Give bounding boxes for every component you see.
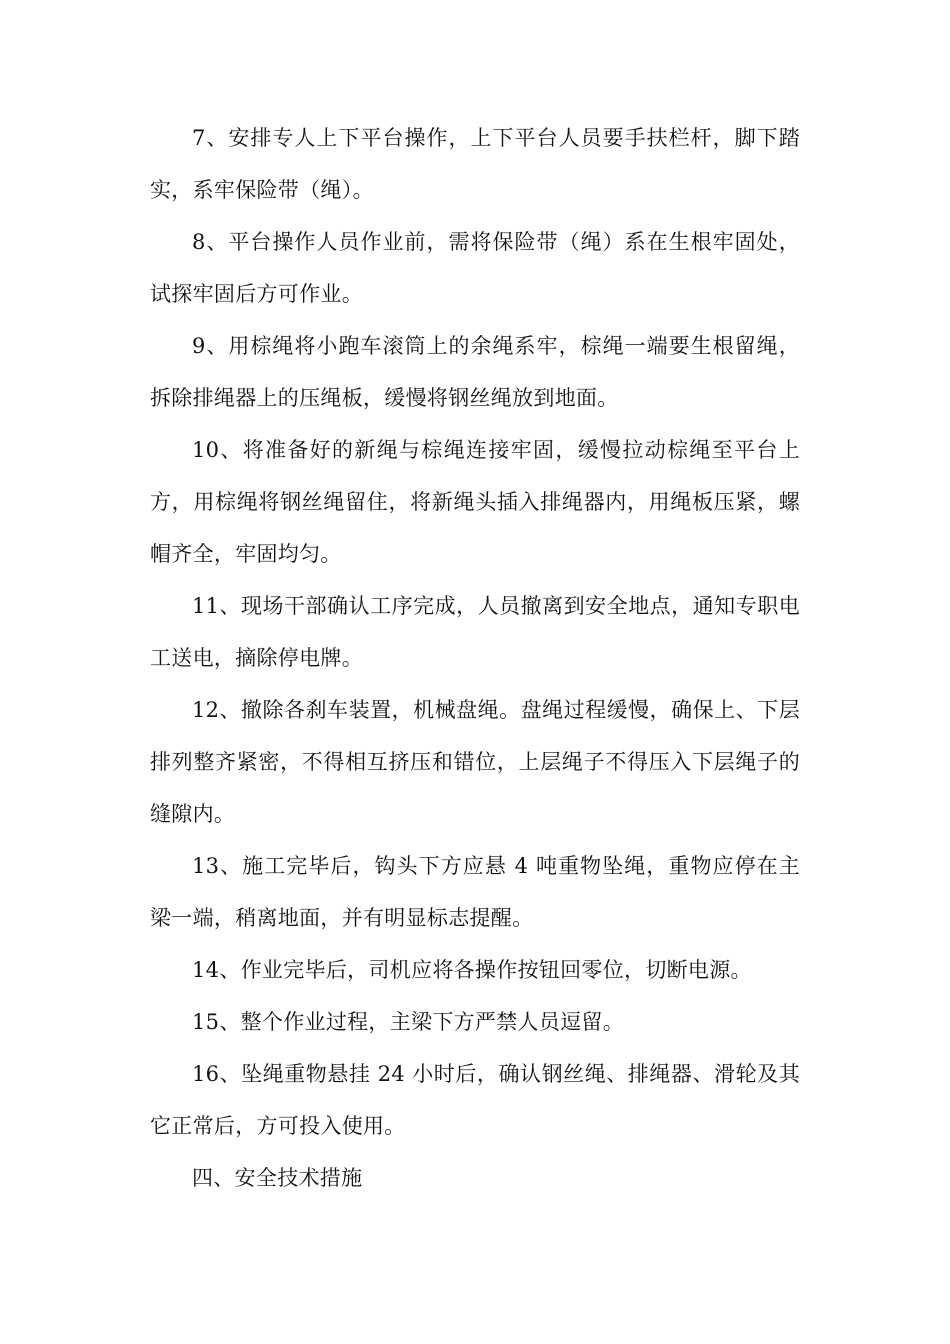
paragraph-item-7: 7、安排专人上下平台操作，上下平台人员要手扶栏杆，脚下踏实，系牢保险带（绳）。 (150, 126, 800, 202)
paragraph-item-13: 13、施工完毕后，钩头下方应悬 4 吨重物坠绳，重物应停在主梁一端，稍离地面，并有明显标志提醒。 (150, 854, 800, 930)
paragraph-item-15: 15、整个作业过程，主梁下方严禁人员逗留。 (192, 1010, 625, 1034)
paragraph-item-10: 10、将准备好的新绳与棕绳连接牢固，缓慢拉动棕绳至平台上方，用棕绳将钢丝绳留住，将新绳头插入排绳器内，用绳板压紧，螺帽齐全，牢固均匀。 (150, 438, 800, 566)
section-heading: 四、安全技术措施 (192, 1166, 363, 1190)
paragraph-item-14: 14、作业完毕后，司机应将各操作按钮回零位，切断电源。 (192, 958, 752, 982)
paragraph-item-9: 9、用棕绳将小跑车滚筒上的余绳系牢，棕绳一端要生根留绳，拆除排绳器上的压绳板，缓慢将钢丝绳放到地面。 (150, 334, 800, 410)
paragraph-item-16: 16、坠绳重物悬挂 24 小时后，确认钢丝绳、排绳器、滑轮及其它正常后，方可投入使用。 (150, 1062, 800, 1138)
paragraph-item-8: 8、平台操作人员作业前，需将保险带（绳）系在生根牢固处，试探牢固后方可作业。 (150, 230, 800, 306)
document-body (150, 112, 800, 1204)
paragraph-item-11: 11、现场干部确认工序完成，人员撤离到安全地点，通知专职电工送电，摘除停电牌。 (150, 594, 800, 670)
paragraph-item-12: 12、撤除各刹车装置，机械盘绳。盘绳过程缓慢，确保上、下层排列整齐紧密，不得相互挤压和错位，上层绳子不得压入下层绳子的缝隙内。 (150, 698, 800, 826)
